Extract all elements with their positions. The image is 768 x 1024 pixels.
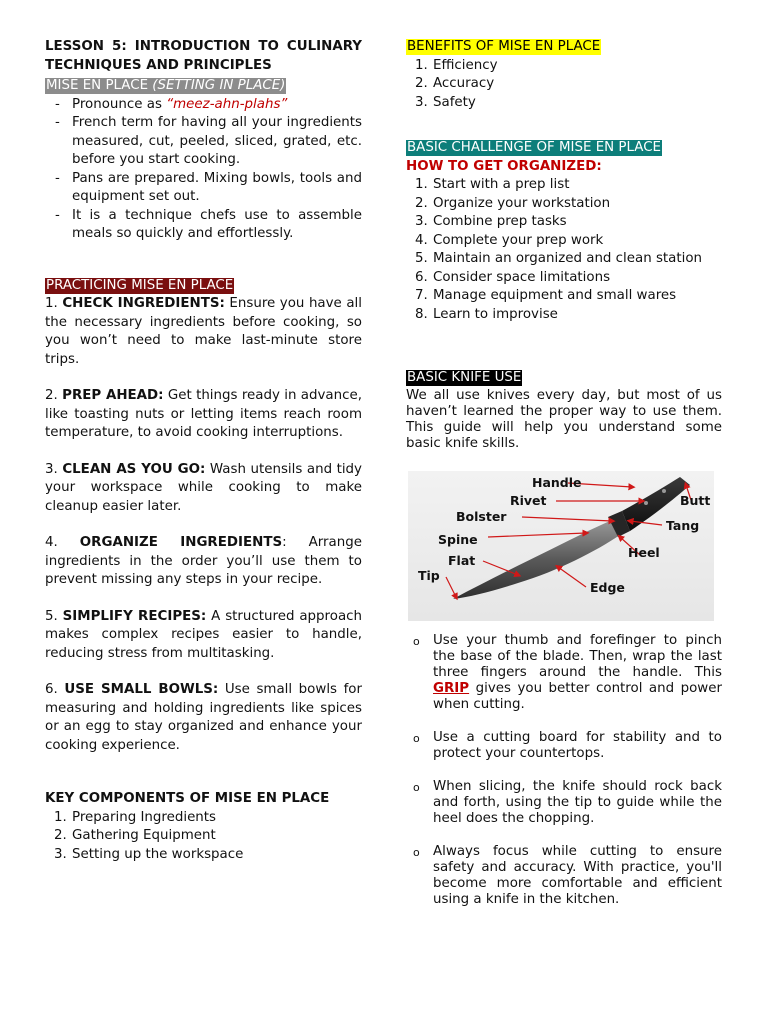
pronunciation: “meez-ahn-plahs” [166, 96, 288, 112]
list-item: - French term for having all your ingredients measured, cut, peeled, sliced, grated, etc. before you start cooking. [45, 114, 362, 170]
challenge-heading: BASIC CHALLENGE OF MISE EN PLACE [407, 140, 662, 155]
list-item: 6. Consider space limitations [415, 269, 611, 285]
grip-emphasis: GRIP [433, 680, 470, 696]
right-column [406, 38, 722, 925]
list-item: - Pronounce as “meez-ahn-plahs” [45, 96, 362, 115]
knife-label-tang: Tang [666, 517, 700, 533]
knife-label-rivet: Rivet [510, 492, 547, 508]
knife-rivet [662, 489, 666, 493]
list-item: 2. Accuracy [415, 76, 495, 91]
list-item: o Use a cutting board for stability and to protect your countertops. [413, 729, 722, 761]
lesson-title: LESSON 5: INTRODUCTION TO CULINARY TECHNIQUES AND PRINCIPLES [45, 39, 362, 73]
knife-label-spine: Spine [438, 531, 478, 547]
practice-item: 6. USE SMALL BOWLS: Use small bowls for measuring and holding ingredients like spices or an egg to stay organized and enhance your cooking experience. [45, 682, 363, 753]
mise-heading-highlight: MISE EN PLACE (SETTING IN PLACE) [46, 78, 286, 93]
knife-diagram [408, 471, 714, 621]
circle-bullet-icon: o [413, 634, 420, 648]
list-item: 1. Start with a prep list [415, 177, 570, 192]
knife-intro: We all use knives every day, but most of us haven’t learned the proper way to use them. This guide will help you understand some basic knife skills. [406, 387, 722, 451]
circle-bullet-icon: o [413, 845, 420, 859]
knife-label-tip: Tip [418, 567, 440, 583]
practice-item: 5. SIMPLIFY RECIPES: A structured approach makes complex recipes easier to handle, reducing stress from multitasking. [45, 608, 362, 661]
list-item: - It is a technique chefs use to assemble meals so quickly and effortlessly. [45, 207, 362, 244]
knife-rivet [644, 501, 648, 505]
benefits-list [406, 57, 722, 113]
list-item: 3. Combine prep tasks [415, 214, 567, 229]
knife-heading: BASIC KNIFE USE [407, 370, 522, 385]
list-item: 3. Safety [415, 94, 476, 110]
organize-heading: HOW TO GET ORGANIZED: [406, 158, 602, 174]
list-item: o Use your thumb and forefinger to pinch the base of the blade. Then, wrap the last three fingers around the handle. This GRIP gives you better control and power when cutting. [413, 632, 722, 712]
knife-label-edge: Edge [590, 579, 625, 595]
list-item: 3. Setting up the workspace [54, 846, 244, 862]
knife-label-flat: Flat [448, 552, 476, 568]
knife-label-heel: Heel [628, 544, 660, 560]
list-item: 7. Manage equipment and small wares [415, 288, 677, 303]
list-item: 1. Preparing Ingredients [54, 809, 217, 825]
practice-item: 1. CHECK INGREDIENTS: Ensure you have all the necessary ingredients before cooking, so you won’t need to make last-minute store trips. [45, 296, 362, 367]
practices-list [45, 295, 362, 755]
practice-item: 3. CLEAN AS YOU GO: Wash utensils and tidy your workspace while cooking to make cleanup easier later. [45, 461, 362, 514]
knife-label-butt: Butt [680, 492, 711, 508]
list-item: 5. Maintain an organized and clean station [415, 251, 703, 266]
list-item: 2. Organize your workstation [415, 195, 611, 211]
practice-item: 2. PREP AHEAD: Get things ready in advance, like toasting nuts or letting items reach room temperature, to avoid cooking interruptions. [45, 388, 362, 440]
mise-bullets [45, 96, 362, 244]
list-item: - Pans are prepared. Mixing bowls, tools and equipment set out. [45, 170, 362, 207]
circle-bullet-icon: o [413, 731, 420, 745]
knife-label-bolster: Bolster [456, 508, 507, 524]
benefits-heading: BENEFITS OF MISE EN PLACE [407, 39, 601, 54]
list-item: 4. Complete your prep work [415, 232, 604, 248]
key-components-list [45, 809, 362, 865]
knife-tips-list [406, 633, 722, 908]
mise-heading [45, 77, 362, 96]
knife-label-handle: Handle [532, 474, 582, 490]
organize-list [406, 176, 722, 324]
list-item: 1. Efficiency [415, 57, 498, 73]
practicing-heading: PRACTICING MISE EN PLACE [46, 277, 234, 293]
circle-bullet-icon: o [413, 780, 420, 794]
practice-item: 4. ORGANIZE INGREDIENTS: Arrange ingredients in the order you’ll use them to prevent missing any steps in your recipe. [45, 535, 362, 587]
left-column [45, 38, 362, 864]
list-item: o Always focus while cutting to ensure safety and accuracy. With practice, you'll become more comfortable and efficient using a knife in the kitchen. [413, 843, 722, 907]
key-components-heading: KEY COMPONENTS OF MISE EN PLACE [45, 791, 330, 806]
list-item: o When slicing, the knife should rock back and forth, using the tip to guide while the heel does the chopping. [413, 778, 722, 826]
list-item: 8. Learn to improvise [415, 306, 558, 322]
list-item: 2. Gathering Equipment [54, 828, 216, 843]
